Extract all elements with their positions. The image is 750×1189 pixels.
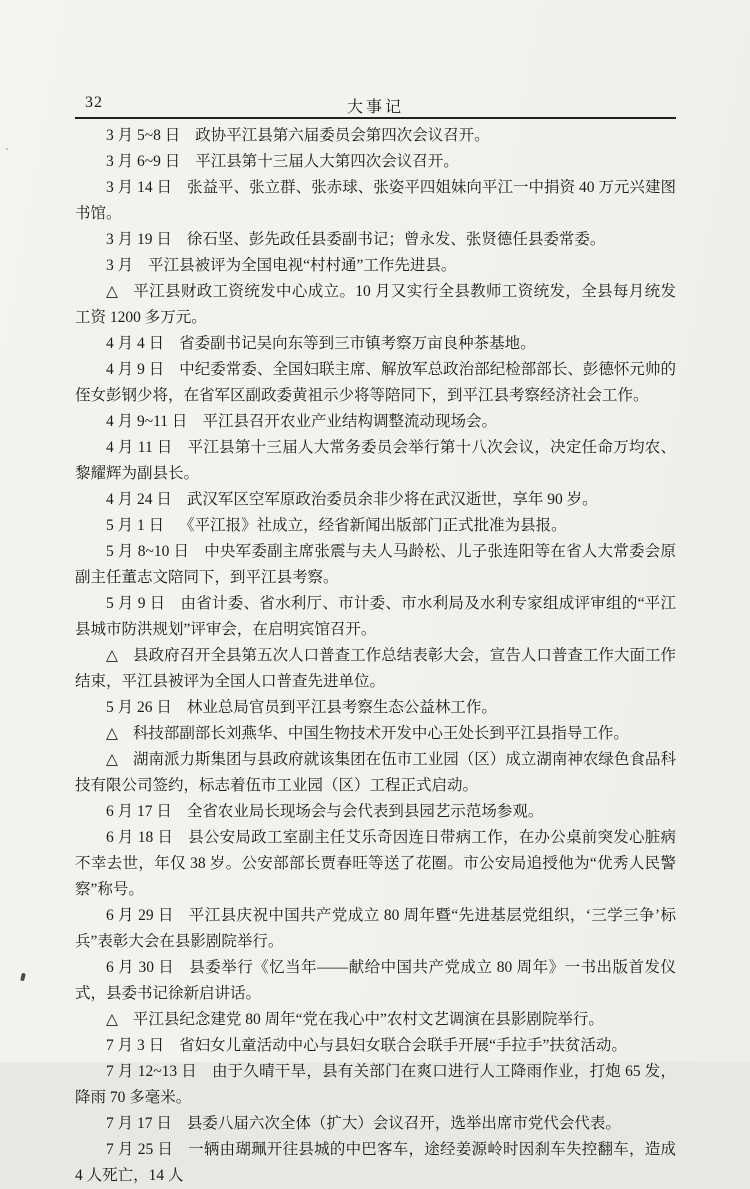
entry-text: 武汉军区空军原政治委员余非少将在武汉逝世，享年 90 岁。 (186, 491, 598, 508)
event-entry (75, 1033, 676, 1059)
event-entry (75, 1007, 676, 1033)
entry-text: 省委副书记吴向东等到三市镇考察万亩良种茶基地。 (179, 335, 536, 352)
entry-text: 科技部副部长刘燕华、中国生物技术开发中心王处长到平江县指导工作。 (132, 725, 629, 742)
entry-date: 3 月 5~8 日 (106, 127, 181, 144)
header-rule (75, 117, 676, 119)
entry-text: 县委八届六次全体（扩大）会议召开，选举出席市党代会代表。 (186, 1115, 621, 1132)
entry-date: 3 月 19 日 (106, 231, 172, 248)
event-entry (75, 149, 676, 175)
entry-date: △ (106, 647, 118, 664)
event-entry (75, 591, 676, 643)
entry-date: 5 月 1 日 (106, 517, 165, 534)
entry-text: 平江县庆祝中国共产党成立 80 周年暨“先进基层党组织，‘三学三争’标兵”表彰大会在县影剧院举行。 (75, 907, 676, 950)
entry-text: 林业总局官员到平江县考察生态公益林工作。 (186, 699, 497, 716)
event-entry (75, 227, 676, 253)
entry-date: 4 月 24 日 (106, 491, 172, 508)
event-entry (75, 799, 676, 825)
entry-text: 由于久晴干旱，县有关部门在爽口进行人工降雨作业，打炮 65 发，降雨 70 多毫米。 (75, 1063, 676, 1106)
entry-text: 《平江报》社成立，经省新闻出版部门正式批准为县报。 (179, 517, 567, 534)
entry-text: 中纪委常委、全国妇联主席、解放军总政治部纪检部部长、彭德怀元帅的侄女彭钢少将，在省军区副政委黄祖示少将等陪同下，到平江县考察经济社会工作。 (75, 361, 676, 404)
entry-date: △ (106, 1011, 118, 1028)
entry-text: 平江县财政工资统发中心成立。10 月又实行全县教师工资统发，全县每月统发工资 1200 多万元。 (75, 283, 676, 326)
entry-date: 5 月 8~10 日 (106, 543, 190, 560)
entry-text: 县委举行《忆当年——献给中国共产党成立 80 周年》一书出版首发仪式，县委书记徐新启讲话。 (75, 959, 676, 1002)
entry-text: 平江县被评为全国电视“村村通”工作先进县。 (148, 257, 457, 274)
entry-date: 5 月 26 日 (106, 699, 172, 716)
entry-date: 4 月 11 日 (106, 439, 173, 456)
entry-date: 3 月 14 日 (106, 179, 172, 196)
entry-date: △ (106, 283, 119, 300)
entry-date: 7 月 17 日 (106, 1115, 172, 1132)
event-entry (75, 409, 676, 435)
entry-text: 政协平江县第六届委员会第四次会议召开。 (195, 127, 490, 144)
entry-date: 6 月 29 日 (106, 907, 174, 924)
event-entry (75, 357, 676, 409)
entry-text: 平江县第十三届人大常务委员会举行第十八次会议，决定任命万均农、黎耀辉为副县长。 (75, 439, 676, 482)
event-entry (75, 955, 676, 1007)
event-entry (75, 643, 676, 695)
event-entry (75, 123, 676, 149)
entry-text: 县公安局政工室副主任艾乐奇因连日带病工作，在办公桌前突发心脏病不幸去世，年仅 38 岁。公安部部长贾春旺等送了花圈。市公安局追授他为“优秀人民警察”称号。 (75, 829, 676, 898)
entry-date: 6 月 30 日 (106, 959, 175, 976)
entry-date: 7 月 12~13 日 (106, 1063, 197, 1080)
scan-speck (6, 148, 8, 150)
event-entry (75, 747, 676, 799)
entry-text: 省妇女儿童活动中心与县妇女联合会联手开展“手拉手”扶贫活动。 (179, 1037, 627, 1054)
event-entry (75, 825, 676, 903)
entry-text: 一辆由瑚珮开往县城的中巴客车，途经姜源岭时因刹车失控翻车，造成 4 人死亡，14 人 (75, 1141, 676, 1184)
event-entry (75, 175, 676, 227)
entry-date: 3 月 (106, 257, 134, 274)
event-entry (75, 331, 676, 357)
event-entry (75, 695, 676, 721)
event-entry (75, 1059, 676, 1111)
entry-date: 3 月 6~9 日 (106, 153, 181, 170)
event-entry (75, 279, 676, 331)
entry-date: 4 月 4 日 (106, 335, 165, 352)
entry-date: 7 月 25 日 (106, 1141, 174, 1158)
entry-date: 7 月 3 日 (106, 1037, 165, 1054)
entry-text: 由省计委、省水利厅、市计委、市水利局及水利专家组成评审组的“平江县城市防洪规划”评审会，在启明宾馆召开。 (75, 595, 676, 638)
page-header (75, 94, 676, 116)
event-entry (75, 1111, 676, 1137)
event-entry (75, 487, 676, 513)
event-entry (75, 1137, 676, 1189)
event-entry (75, 435, 676, 487)
entry-date: 4 月 9~11 日 (106, 413, 188, 430)
entry-text: 平江县第十三届人大第四次会议召开。 (195, 153, 459, 170)
entry-date: 4 月 9 日 (106, 361, 165, 378)
entry-text: 全省农业局长现场会与会代表到县园艺示范场参观。 (186, 803, 544, 820)
scan-speck (20, 973, 26, 982)
event-entry (75, 513, 676, 539)
running-head-title: 大事记 (346, 99, 404, 116)
entry-date: 6 月 18 日 (106, 829, 174, 846)
event-entry (75, 539, 676, 591)
event-entry (75, 253, 676, 279)
chronicle-entries-list (75, 123, 676, 1189)
entry-text: 湖南派力斯集团与县政府就该集团在伍市工业园（区）成立湖南神农绿色食品科技有限公司签约，标志着伍市工业园（区）工程正式启动。 (75, 751, 676, 794)
event-entry (75, 721, 676, 747)
entry-text: 张益平、张立群、张赤球、张姿平四姐妹向平江一中捐资 40 万元兴建图书馆。 (75, 179, 676, 222)
event-entry (75, 903, 676, 955)
entry-text: 中央军委副主席张震与夫人马龄松、儿子张连阳等在省人大常委会原副主任董志文陪同下，到平江县考察。 (75, 543, 676, 586)
entry-date: △ (106, 725, 118, 742)
entry-text: 县政府召开全县第五次人口普查工作总结表彰大会，宣告人口普查工作大面工作结束，平江县被评为全国人口普查先进单位。 (75, 647, 676, 690)
entry-date: 6 月 17 日 (106, 803, 172, 820)
entry-text: 平江县纪念建党 80 周年“党在我心中”农村文艺调演在县影剧院举行。 (132, 1011, 604, 1028)
entry-text: 平江县召开农业产业结构调整流动现场会。 (202, 413, 497, 430)
page-number: 32 (85, 94, 103, 111)
entry-text: 徐石坚、彭先政任县委副书记；曾永发、张贤德任县委常委。 (186, 231, 606, 248)
entry-date: 5 月 9 日 (106, 595, 166, 612)
entry-date: △ (106, 751, 118, 768)
